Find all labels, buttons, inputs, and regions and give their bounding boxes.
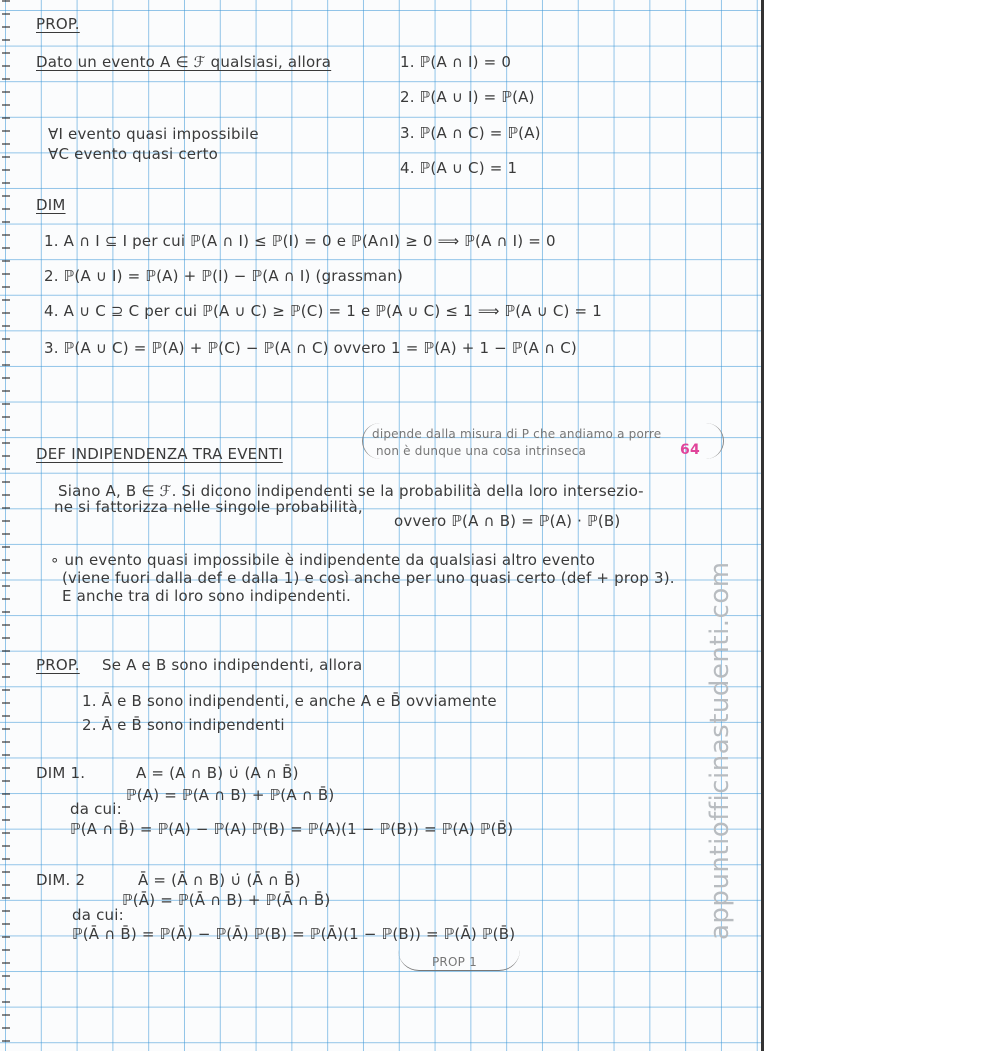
- prop1-intro: Dato un evento A ∈ ℱ qualsiasi, allora: [36, 53, 332, 71]
- prop1-cond-impossible: ∀I evento quasi impossibile: [48, 125, 259, 143]
- definition-side-note-1: dipende dalla misura di P che andiamo a porre: [372, 427, 662, 441]
- definition-side-note-2: non è dunque una cosa intrinseca: [376, 444, 587, 458]
- prop1-title: PROP.: [36, 15, 80, 33]
- prop1-item-4: 4. ℙ(A ∪ C) = 1: [400, 159, 518, 177]
- proof3-from: da cui:: [72, 906, 124, 924]
- proof3-line-1: Ā = (Ā ∩ B) ∪̇ (Ā ∩ B̄): [138, 871, 301, 889]
- prop2-item-2: 2. Ā e B̄ sono indipendenti: [82, 716, 285, 734]
- prop1-item-1: 1. ℙ(A ∩ I) = 0: [400, 53, 512, 71]
- proof2-label: DIM 1.: [36, 764, 86, 782]
- watermark: appuntiofficinastudenti.com: [705, 561, 735, 940]
- prop1-item-2: 2. ℙ(A ∪ I) = ℙ(A): [400, 88, 535, 106]
- proof1-line-4: 3. ℙ(A ∪ C) = ℙ(A) + ℙ(C) − ℙ(A ∩ C) ovvero 1 = ℙ(A) + 1 − ℙ(A ∩ C): [44, 339, 577, 357]
- prop1-item-3: 3. ℙ(A ∩ C) = ℙ(A): [400, 124, 541, 142]
- definition-text-1: Siano A, B ∈ ℱ. Si dicono indipendenti se la probabilità della loro interseziо-: [58, 482, 644, 500]
- prop2-intro: Se A e B sono indipendenti, allora: [102, 656, 363, 674]
- proof1-line-1: 1. A ∩ I ⊆ I per cui ℙ(A ∩ I) ≤ ℙ(I) = 0 e ℙ(A∩I) ≥ 0 ⟹ ℙ(A ∩ I) = 0: [44, 232, 556, 250]
- proof2-line-3: ℙ(A ∩ B̄) = ℙ(A) − ℙ(A) ℙ(B) = ℙ(A)(1 − ℙ(B)) = ℙ(A) ℙ(B̄): [70, 820, 514, 838]
- prop2-item-1: 1. Ā e B sono indipendenti, e anche A e B̄ ovviamente: [82, 692, 497, 710]
- prop1-cond-certain: ∀C evento quasi certo: [48, 145, 219, 163]
- proof1-title: DIM: [36, 196, 66, 214]
- proof1-line-2: 2. ℙ(A ∪ I) = ℙ(A) + ℙ(I) − ℙ(A ∩ I) (grassman): [44, 267, 404, 285]
- spiral-binding: [2, 0, 10, 1051]
- proof3-prop-ref: PROP 1: [432, 955, 477, 969]
- proof3-line-2: ℙ(Ā) = ℙ(Ā ∩ B) + ℙ(Ā ∩ B̄): [122, 891, 331, 909]
- definition-note-1: ∘ un evento quasi impossibile è indipendente da qualsiasi altro evento: [50, 551, 596, 569]
- definition-title: DEF INDIPENDENZA TRA EVENTI: [36, 445, 283, 463]
- proof3-line-3: ℙ(Ā ∩ B̄) = ℙ(Ā) − ℙ(Ā) ℙ(B) = ℙ(Ā)(1 − ℙ(B)) = ℙ(Ā) ℙ(B̄): [72, 925, 516, 943]
- proof2-line-1: A = (A ∩ B) ∪̇ (A ∩ B̄): [136, 764, 299, 782]
- proof2-from: da cui:: [70, 800, 122, 818]
- page-number: 64: [680, 442, 700, 458]
- prop2-title: PROP.: [36, 656, 80, 674]
- definition-formula: ovvero ℙ(A ∩ B) = ℙ(A) · ℙ(B): [394, 512, 621, 530]
- proof1-line-3: 4. A ∪ C ⊇ C per cui ℙ(A ∪ C) ≥ ℙ(C) = 1 e ℙ(A ∪ C) ≤ 1 ⟹ ℙ(A ∪ C) = 1: [44, 302, 603, 320]
- definition-note-2: (viene fuori dalla def e dalla 1) e così anche per uno quasi certo (def + prop 3).: [62, 569, 675, 587]
- definition-text-2: ne si fattorizza nelle singole probabilità,: [54, 498, 363, 516]
- proof2-line-2: ℙ(A) = ℙ(A ∩ B) + ℙ(A ∩ B̄): [126, 786, 335, 804]
- proof3-label: DIM. 2: [36, 871, 86, 889]
- definition-note-3: E anche tra di loro sono indipendenti.: [62, 587, 352, 605]
